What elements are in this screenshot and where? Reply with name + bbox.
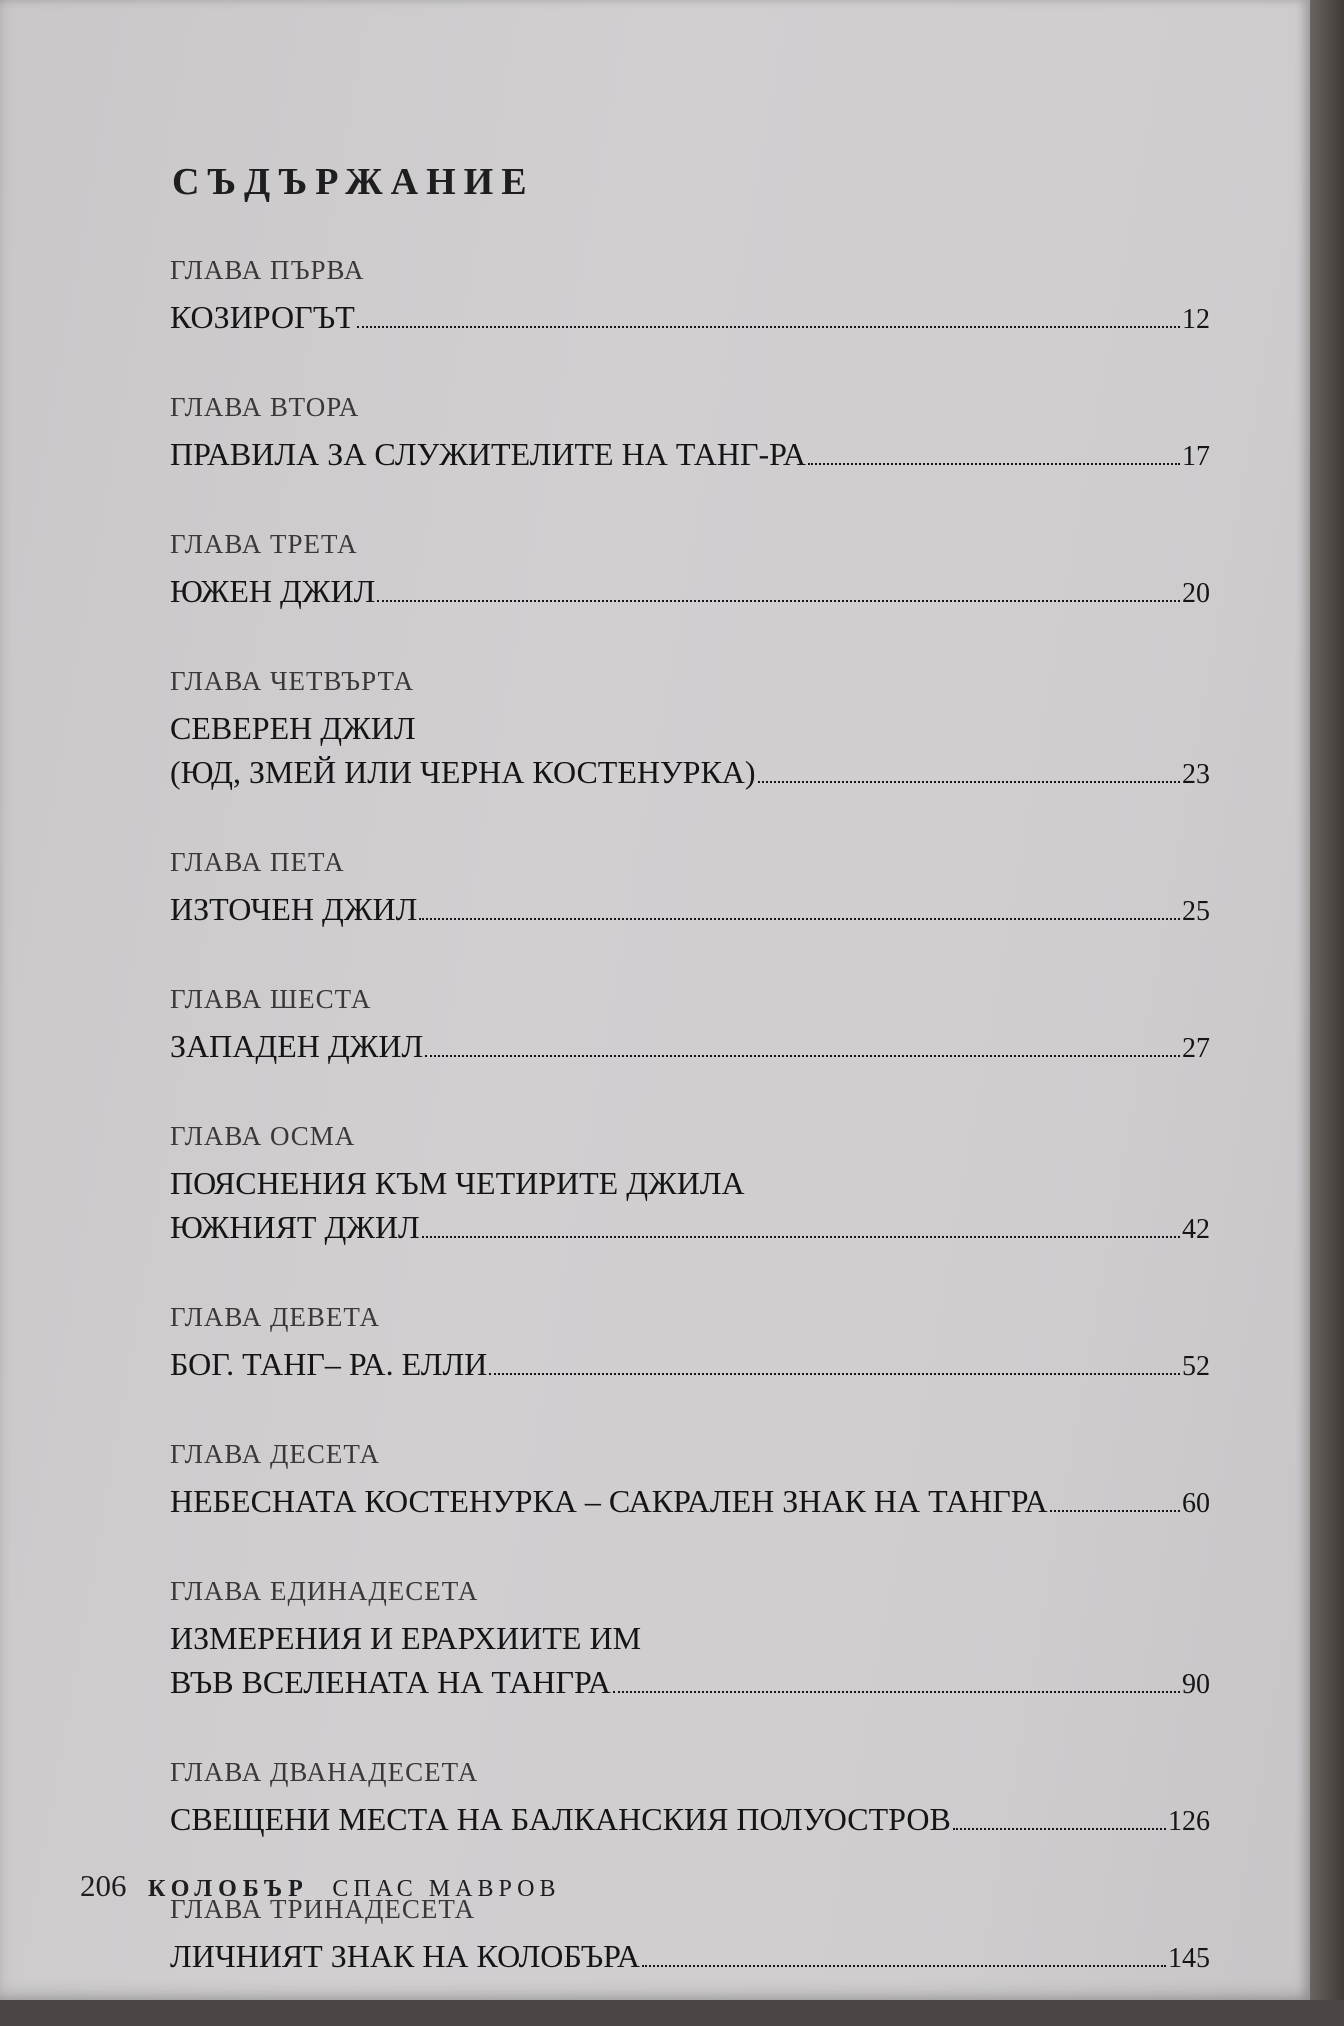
running-book-title: КОЛОБЪР bbox=[148, 1876, 309, 1902]
page-edge bbox=[1310, 0, 1344, 2000]
dot-leader bbox=[808, 463, 1180, 465]
chapter-label: ГЛАВА ОСМА bbox=[170, 1121, 356, 1151]
chapter-label: ГЛАВА ДВАНАДЕСЕТА bbox=[170, 1757, 479, 1787]
chapter-title: КОЗИРОГЪТ bbox=[170, 299, 355, 335]
toc-entry bbox=[170, 1116, 1210, 1251]
page-number: 206 bbox=[80, 1868, 127, 1903]
dot-leader bbox=[489, 1373, 1180, 1375]
chapter-title-row bbox=[170, 433, 1210, 478]
chapter-title-row bbox=[170, 1025, 1210, 1070]
chapter-title: ЛИЧНИЯТ ЗНАК НА КОЛОБЪРА bbox=[170, 1938, 640, 1974]
chapter-title-row bbox=[170, 1343, 1210, 1388]
page-title: СЪДЪРЖАНИЕ bbox=[172, 161, 535, 203]
chapter-title: СВЕЩЕНИ МЕСТА НА БАЛКАНСКИЯ ПОЛУОСТРОВ bbox=[170, 1801, 951, 1837]
chapter-label: ГЛАВА ШЕСТА bbox=[170, 984, 372, 1014]
toc-page-number: 60 bbox=[1182, 1488, 1210, 1519]
toc-entry bbox=[170, 979, 1210, 1070]
toc-entry bbox=[170, 1434, 1210, 1525]
toc-page-number: 52 bbox=[1182, 1351, 1210, 1382]
chapter-label: ГЛАВА ТРЕТА bbox=[170, 529, 358, 559]
toc-page-number: 12 bbox=[1182, 304, 1210, 335]
chapter-title-row bbox=[170, 888, 1210, 933]
chapter-title: НЕБЕСНАТА КОСТЕНУРКА – САКРАЛЕН ЗНАК НА ТАНГРА bbox=[170, 1483, 1048, 1519]
toc-entry bbox=[170, 1297, 1210, 1388]
toc-entry bbox=[170, 250, 1210, 341]
dot-leader bbox=[953, 1828, 1166, 1830]
chapter-label: ГЛАВА ВТОРА bbox=[170, 392, 360, 422]
chapter-label: ГЛАВА ЕДИНАДЕСЕТА bbox=[170, 1576, 479, 1606]
toc-entry bbox=[170, 1571, 1210, 1706]
toc-entry bbox=[170, 1752, 1210, 1843]
chapter-title-row bbox=[170, 1935, 1210, 1980]
chapter-title-row bbox=[170, 1480, 1210, 1525]
toc-entry bbox=[170, 661, 1210, 796]
dot-leader bbox=[422, 1236, 1180, 1238]
dot-leader bbox=[642, 1965, 1166, 1967]
dot-leader bbox=[1050, 1510, 1180, 1512]
dot-leader bbox=[357, 326, 1180, 328]
chapter-title-line: СЕВЕРЕН ДЖИЛ bbox=[170, 710, 416, 746]
chapter-title: ЮЖНИЯТ ДЖИЛ bbox=[170, 1209, 420, 1245]
chapter-title-line: ИЗМЕРЕНИЯ И ЕРАРХИИТЕ ИМ bbox=[170, 1620, 642, 1656]
toc-page-number: 25 bbox=[1182, 896, 1210, 927]
toc-entry bbox=[170, 842, 1210, 933]
toc-page-number: 145 bbox=[1168, 1943, 1210, 1974]
chapter-title-row bbox=[170, 1206, 1210, 1251]
chapter-label: ГЛАВА ПЕТА bbox=[170, 847, 345, 877]
dot-leader bbox=[758, 781, 1180, 783]
chapter-label: ГЛАВА ДЕСЕТА bbox=[170, 1439, 381, 1469]
toc-page-number: 20 bbox=[1182, 578, 1210, 609]
toc-page-number: 23 bbox=[1182, 759, 1210, 790]
table-of-contents bbox=[170, 250, 1210, 2026]
chapter-title: ВЪВ ВСЕЛЕНАТА НА ТАНГРА bbox=[170, 1664, 611, 1700]
dot-leader bbox=[377, 600, 1180, 602]
chapter-title: ПРАВИЛА ЗА СЛУЖИТЕЛИТЕ НА ТАНГ-РА bbox=[170, 436, 806, 472]
toc-page-number: 90 bbox=[1182, 1669, 1210, 1700]
chapter-title-line: ПОЯСНЕНИЯ КЪМ ЧЕТИРИТЕ ДЖИЛА bbox=[170, 1165, 745, 1201]
chapter-title-row bbox=[170, 296, 1210, 341]
running-author: СПАС МАВРОВ bbox=[332, 1876, 561, 1902]
toc-page-number: 42 bbox=[1182, 1214, 1210, 1245]
page-footer bbox=[80, 1868, 560, 1904]
toc-page-number: 17 bbox=[1182, 441, 1210, 472]
chapter-title-row bbox=[170, 1661, 1210, 1706]
chapter-title: ЮЖЕН ДЖИЛ bbox=[170, 573, 376, 609]
toc-page-number: 126 bbox=[1168, 1806, 1210, 1837]
dot-leader bbox=[613, 1691, 1180, 1693]
chapter-label: ГЛАВА ТРИНАДЕСЕТА bbox=[170, 1894, 476, 1924]
chapter-title: БОГ. ТАНГ– РА. ЕЛЛИ bbox=[170, 1346, 488, 1382]
toc-entry bbox=[170, 387, 1210, 478]
dot-leader bbox=[419, 918, 1180, 920]
chapter-label: ГЛАВА ПЪРВА bbox=[170, 255, 365, 285]
toc-page-number: 27 bbox=[1182, 1033, 1210, 1064]
chapter-label: ГЛАВА ДЕВЕТА bbox=[170, 1302, 381, 1332]
chapter-title: ЗАПАДЕН ДЖИЛ bbox=[170, 1028, 424, 1064]
chapter-title: ИЗТОЧЕН ДЖИЛ bbox=[170, 891, 418, 927]
chapter-title: (ЮД, ЗМЕЙ ИЛИ ЧЕРНА КОСТЕНУРКА) bbox=[170, 754, 756, 790]
dot-leader bbox=[425, 1055, 1180, 1057]
chapter-label: ГЛАВА ЧЕТВЪРТА bbox=[170, 666, 415, 696]
chapter-title-row bbox=[170, 570, 1210, 615]
chapter-title-row bbox=[170, 751, 1210, 796]
chapter-title-row bbox=[170, 1798, 1210, 1843]
toc-entry bbox=[170, 524, 1210, 615]
